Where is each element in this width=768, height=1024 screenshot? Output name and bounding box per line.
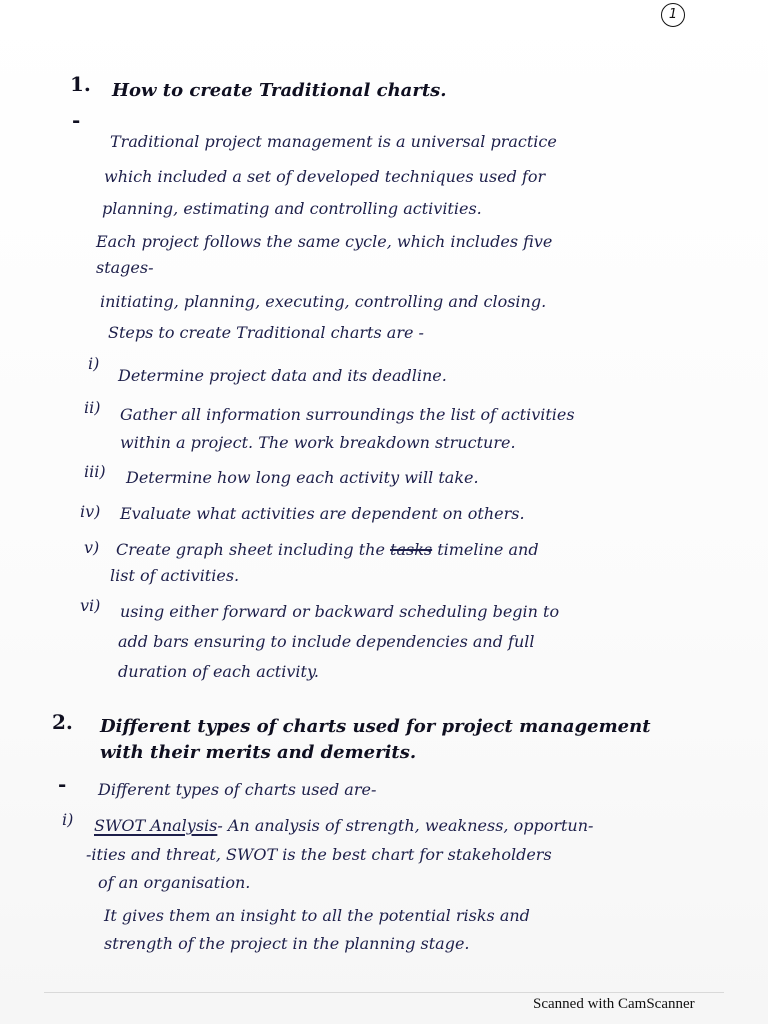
step-5-marker: v): [84, 538, 100, 557]
section-2-title-line-1: Different types of charts used for project management: [100, 716, 651, 737]
intro-line-2: which included a set of developed techniques used for: [104, 167, 546, 186]
step-6-line-1: using either forward or backward scheduling begin to: [120, 602, 560, 621]
step-1-line-1: Determine project data and its deadline.: [118, 366, 447, 385]
intro-line-5: stages-: [96, 258, 154, 277]
item-1-line-3: of an organisation.: [98, 873, 251, 892]
step-4-line-1: Evaluate what activities are dependent on others.: [120, 504, 525, 523]
page-number: 1: [661, 3, 685, 27]
step-6-line-2: add bars ensuring to include dependencies and full: [118, 632, 535, 651]
page-bottom-edge: [44, 992, 724, 993]
section-2-number: 2.: [52, 710, 73, 734]
section-2-title-line-2: with their merits and demerits.: [100, 742, 417, 763]
intro-line-1: Traditional project management is a universal practice: [110, 132, 557, 151]
item-1-line-4: It gives them an insight to all the potential risks and: [104, 906, 530, 925]
section-1-dash: -: [72, 108, 81, 132]
step-5-struck-word: tasks: [390, 540, 433, 559]
item-1-line-1: [94, 816, 593, 835]
item-1-line-2: -ities and threat, SWOT is the best chart for stakeholders: [86, 845, 552, 864]
swot-term: SWOT Analysis: [94, 816, 218, 835]
item-1-marker: i): [62, 810, 74, 829]
intro-line-7: Steps to create Traditional charts are -: [108, 323, 424, 342]
step-2-marker: ii): [84, 398, 101, 417]
step-5-line-1-pre: Create graph sheet including the: [116, 540, 385, 559]
step-2-line-1: Gather all information surroundings the list of activities: [120, 405, 575, 424]
step-2-line-2: within a project. The work breakdown structure.: [120, 433, 516, 452]
intro-line-3: planning, estimating and controlling activities.: [102, 199, 482, 218]
intro-line-6: initiating, planning, executing, controlling and closing.: [100, 292, 547, 311]
section-1-number: 1.: [70, 72, 91, 96]
step-4-marker: iv): [80, 502, 101, 521]
step-5-line-2: list of activities.: [110, 566, 240, 585]
step-5-line-1: [116, 540, 539, 559]
step-3-line-1: Determine how long each activity will take.: [126, 468, 479, 487]
step-6-marker: vi): [80, 596, 101, 615]
section-2-intro: Different types of charts used are-: [98, 780, 377, 799]
section-2-dash: -: [58, 772, 67, 796]
step-3-marker: iii): [84, 462, 106, 481]
step-5-line-1-post: timeline and: [437, 540, 539, 559]
scanner-watermark: Scanned with CamScanner: [533, 996, 695, 1012]
intro-line-4: Each project follows the same cycle, which includes five: [96, 232, 553, 251]
section-1-title: How to create Traditional charts.: [112, 80, 447, 101]
step-6-line-3: duration of each activity.: [118, 662, 319, 681]
step-1-marker: i): [88, 354, 100, 373]
item-1-line-1-rest: - An analysis of strength, weakness, opportun-: [217, 816, 594, 835]
item-1-line-5: strength of the project in the planning stage.: [104, 934, 470, 953]
